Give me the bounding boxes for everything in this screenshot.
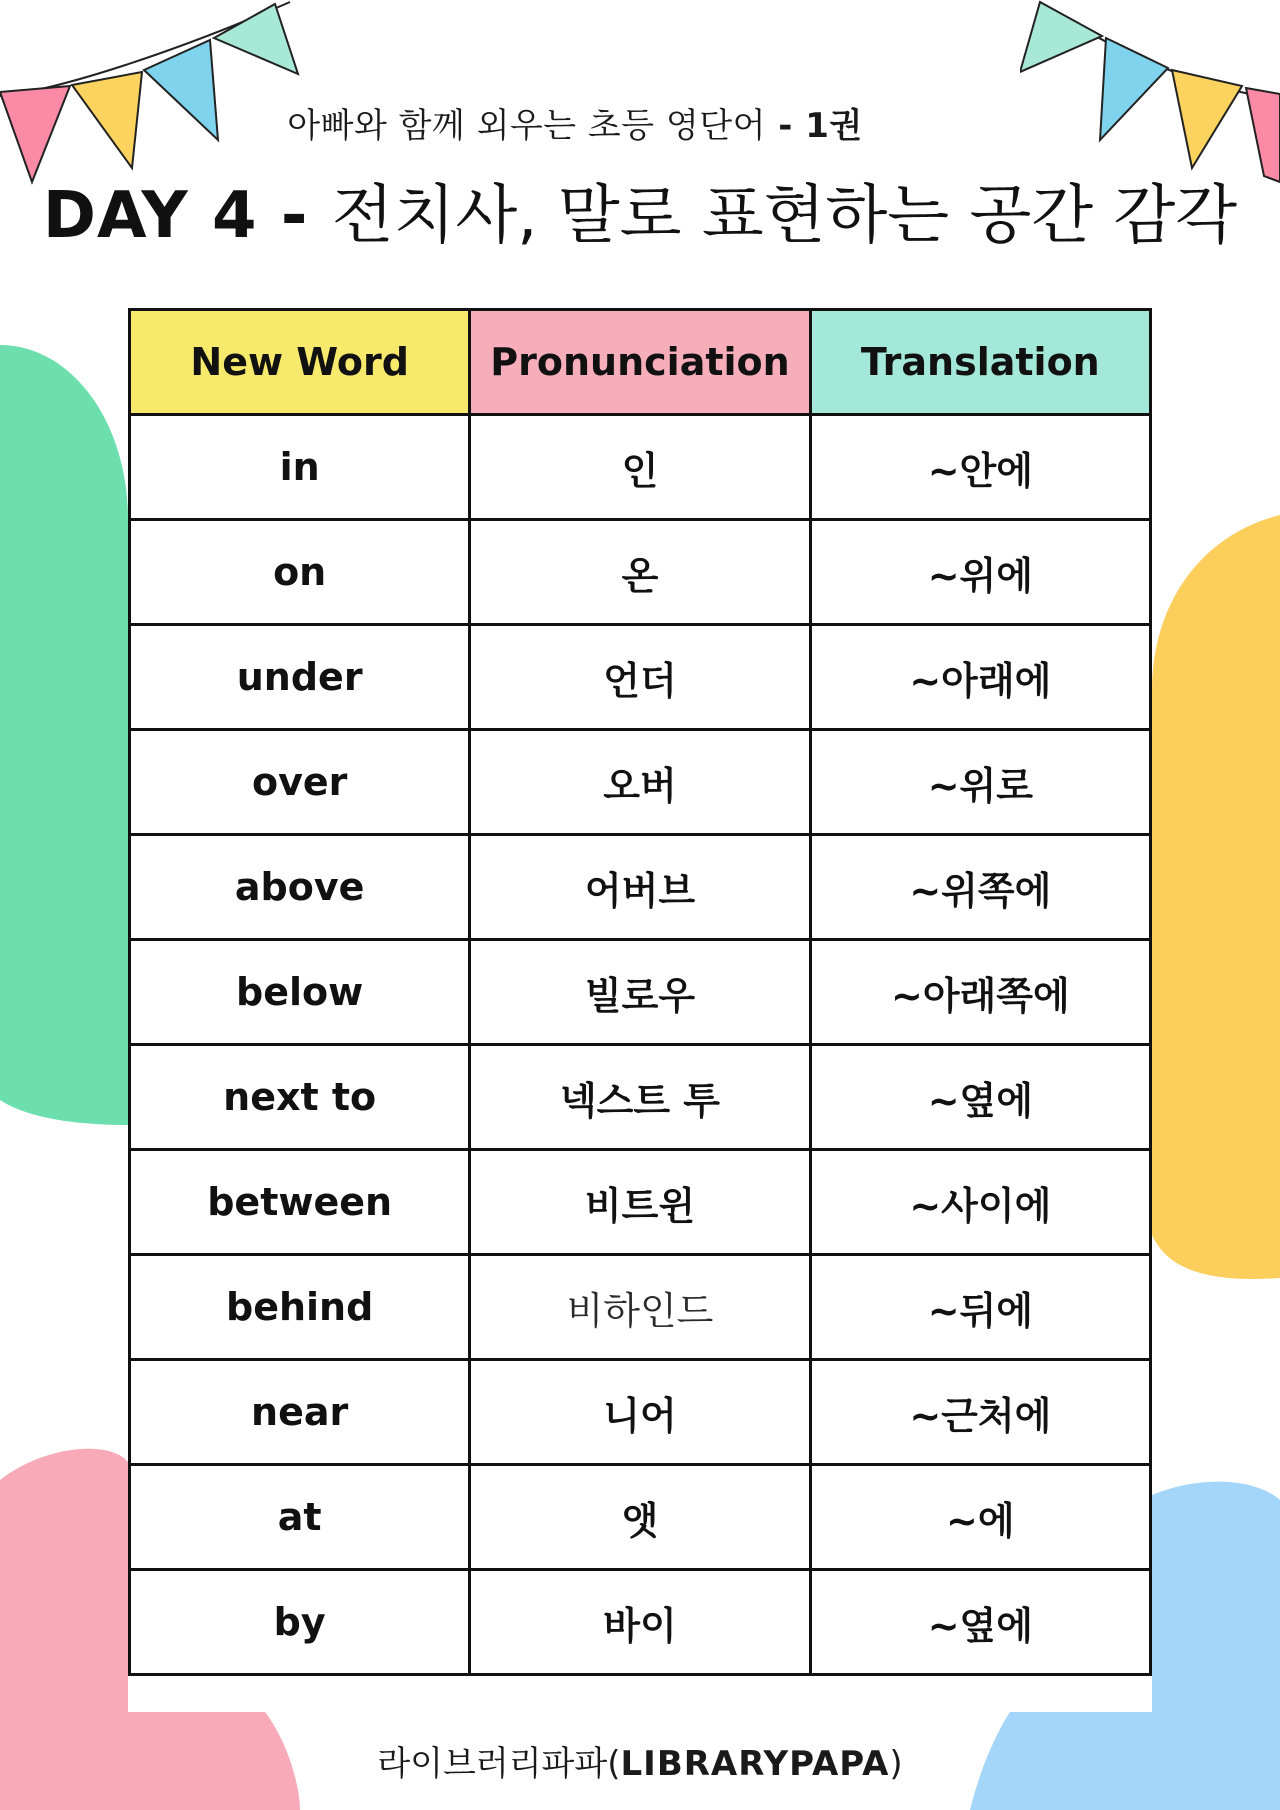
pink-flag-icon: [1246, 88, 1280, 182]
word-cell: between: [130, 1150, 470, 1255]
pronunciation-cell: 오버: [470, 730, 810, 835]
word-cell: under: [130, 625, 470, 730]
pronunciation-cell: 바이: [470, 1570, 810, 1675]
table-row: [130, 415, 1151, 520]
day-label: DAY 4 -: [42, 179, 332, 253]
pronunciation-cell: 인: [470, 415, 810, 520]
word-cell: near: [130, 1360, 470, 1465]
bunting-right: [1020, 0, 1280, 190]
yellow-blob: [1152, 515, 1280, 1279]
table-row: [130, 730, 1151, 835]
mint-flag-icon: [214, 4, 298, 74]
translation-cell: ~사이에: [810, 1150, 1150, 1255]
translation-cell: ~위로: [810, 730, 1150, 835]
translation-cell: ~아래쪽에: [810, 940, 1150, 1045]
pronunciation-cell: 어버브: [470, 835, 810, 940]
table-row: [130, 1045, 1151, 1150]
column-header-translation: Translation: [810, 310, 1150, 415]
translation-cell: ~아래에: [810, 625, 1150, 730]
book-volume: - 1권: [765, 106, 863, 146]
table-row: [130, 1150, 1151, 1255]
table-row: [130, 1255, 1151, 1360]
author-close-paren: ): [889, 1744, 903, 1784]
table-row: [130, 520, 1151, 625]
author-credit: [0, 1736, 1280, 1785]
word-cell: in: [130, 415, 470, 520]
pronunciation-cell: 비하인드: [470, 1255, 810, 1360]
bunting-left: [0, 0, 300, 190]
translation-cell: ~안에: [810, 415, 1150, 520]
word-cell: below: [130, 940, 470, 1045]
table-row: [130, 625, 1151, 730]
word-cell: over: [130, 730, 470, 835]
topic-title: 전치사, 말로 표현하는 공간 감각: [331, 179, 1238, 253]
pronunciation-cell: 니어: [470, 1360, 810, 1465]
author-korean-name: 라이브러리파파(: [377, 1744, 621, 1784]
translation-cell: ~위에: [810, 520, 1150, 625]
pronunciation-cell: 앳: [470, 1465, 810, 1570]
author-brand: LIBRARYPAPA: [620, 1744, 890, 1784]
translation-cell: ~옆에: [810, 1570, 1150, 1675]
word-cell: above: [130, 835, 470, 940]
table-row: [130, 1570, 1151, 1675]
pronunciation-cell: 빌로우: [470, 940, 810, 1045]
vocabulary-table: [128, 308, 1152, 1676]
yellow-flag-icon: [1172, 70, 1242, 168]
table-row: [130, 835, 1151, 940]
book-subtitle: [0, 98, 1150, 147]
mint-flag-icon: [1020, 2, 1102, 72]
translation-cell: ~근처에: [810, 1360, 1150, 1465]
pronunciation-cell: 언더: [470, 625, 810, 730]
pronunciation-cell: 온: [470, 520, 810, 625]
book-series-title: 아빠와 함께 외우는 초등 영단어: [287, 106, 766, 146]
pronunciation-cell: 비트윈: [470, 1150, 810, 1255]
column-header-pronunciation: Pronunciation: [470, 310, 810, 415]
translation-cell: ~옆에: [810, 1045, 1150, 1150]
table-row: [130, 1465, 1151, 1570]
table-header-row: [130, 310, 1151, 415]
word-cell: on: [130, 520, 470, 625]
table-row: [130, 940, 1151, 1045]
word-cell: next to: [130, 1045, 470, 1150]
translation-cell: ~위쪽에: [810, 835, 1150, 940]
column-header-new-word: New Word: [130, 310, 470, 415]
pronunciation-cell: 넥스트 투: [470, 1045, 810, 1150]
word-cell: behind: [130, 1255, 470, 1360]
green-blob: [0, 345, 128, 1125]
translation-cell: ~뒤에: [810, 1255, 1150, 1360]
word-cell: at: [130, 1465, 470, 1570]
translation-cell: ~에: [810, 1465, 1150, 1570]
table-row: [130, 1360, 1151, 1465]
page-title: [0, 176, 1280, 256]
word-cell: by: [130, 1570, 470, 1675]
